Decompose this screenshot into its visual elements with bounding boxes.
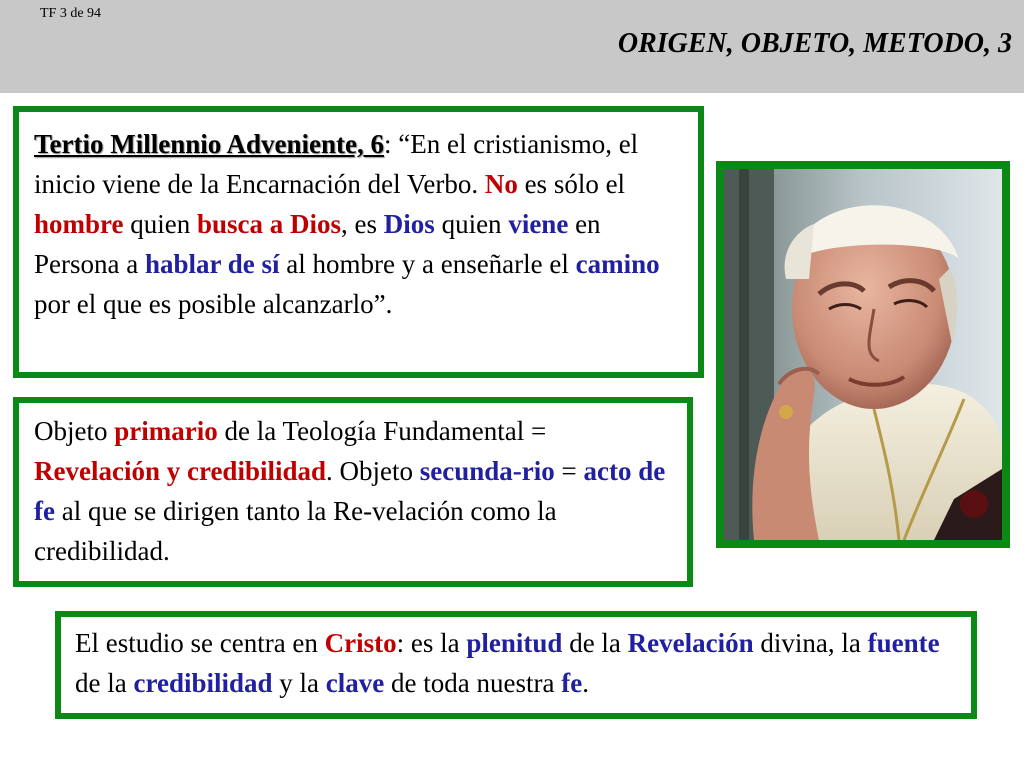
- text: , es: [341, 209, 384, 239]
- highlight-secundario: secunda-rio: [419, 456, 555, 486]
- text: . Objeto: [326, 456, 420, 486]
- text: de la: [75, 668, 134, 698]
- text: El estudio se centra en: [75, 628, 325, 658]
- text: de la Teología Fundamental =: [217, 416, 547, 446]
- quote-box: [13, 106, 704, 378]
- text: .: [582, 668, 589, 698]
- highlight-dios: Dios: [383, 209, 435, 239]
- text: al hombre y a enseñarle el: [279, 249, 576, 279]
- text: divina, la: [753, 628, 868, 658]
- text: =: [554, 456, 584, 486]
- text: de la: [562, 628, 628, 658]
- highlight-hombre: hombre: [34, 209, 124, 239]
- slide-title: ORIGEN, OBJETO, METODO, 3: [617, 28, 1012, 59]
- highlight-hablar: hablar de sí: [144, 249, 280, 279]
- study-box: [55, 611, 977, 719]
- text: en Persona a: [34, 209, 601, 279]
- text: al que se dirigen tanto la Re-velación como la credibilidad.: [34, 496, 557, 566]
- text: es sólo el: [517, 169, 626, 199]
- highlight-camino: camino: [575, 249, 660, 279]
- highlight-fuente: fuente: [867, 628, 940, 658]
- highlight-plenitud: plenitud: [466, 628, 563, 658]
- text: : “En el cristianismo, el inicio viene de la Encarnación del Verbo.: [34, 129, 639, 199]
- text: Objeto: [34, 416, 115, 446]
- slide-header: [0, 0, 1024, 93]
- quote-reference: Tertio Millennio Adveniente, 6: [34, 129, 384, 159]
- text: y la: [272, 668, 326, 698]
- text: quien: [434, 209, 509, 239]
- highlight-revelacion: Revelación y credibilidad: [34, 456, 327, 486]
- highlight-cristo: Cristo: [324, 628, 397, 658]
- highlight-no: No: [484, 169, 518, 199]
- highlight-fe: fe: [561, 668, 583, 698]
- text: de toda nuestra: [384, 668, 562, 698]
- portrait-illustration: [724, 169, 1002, 540]
- object-box: [13, 397, 693, 587]
- text: : es la: [396, 628, 467, 658]
- text: quien: [123, 209, 198, 239]
- text: por el que es posible alcanzarlo”.: [34, 289, 393, 319]
- slide-number: TF 3 de 94: [40, 6, 102, 21]
- highlight-primario: primario: [114, 416, 218, 446]
- highlight-acto: acto de fe: [34, 456, 666, 526]
- highlight-viene: viene: [508, 209, 569, 239]
- highlight-clave: clave: [325, 668, 385, 698]
- highlight-credibilidad: credibilidad: [133, 668, 273, 698]
- highlight-revelacion-divina: Revelación: [627, 628, 754, 658]
- portrait-photo: [716, 161, 1010, 548]
- highlight-busca: busca a Dios: [197, 209, 342, 239]
